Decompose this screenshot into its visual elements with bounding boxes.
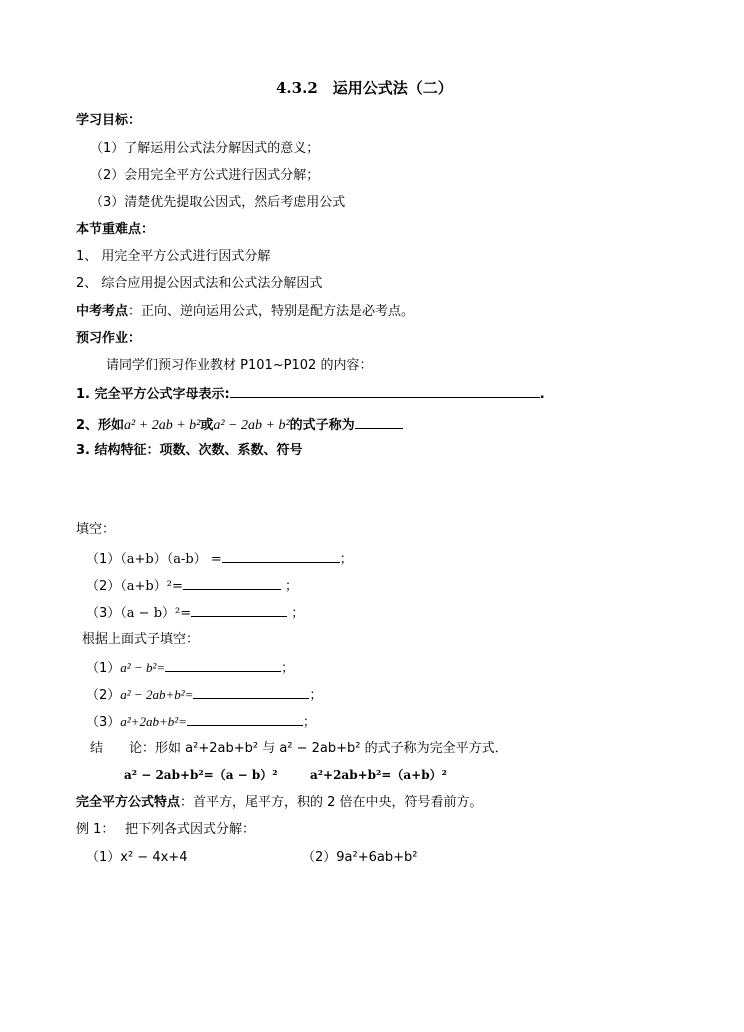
key-point-1: 1、 用完全平方公式进行因式分解	[76, 249, 271, 264]
answer-blank[interactable]	[191, 604, 287, 617]
example-heading: 例 1： 把下列各式因式分解：	[76, 822, 256, 837]
fill-item-1	[86, 550, 353, 568]
example-item-1: （1）x² − 4x+4	[86, 850, 188, 865]
fill2-item-2	[86, 686, 322, 704]
key-points-heading: 本节重难点：	[76, 222, 155, 237]
preview-q2	[76, 416, 403, 434]
fill2-item-expr: a²+2ab+b²=	[120, 714, 187, 729]
answer-blank[interactable]	[187, 713, 303, 726]
fill-item-2	[86, 577, 298, 595]
fill-item-expr: （a − b）²=	[120, 606, 192, 621]
fill2-item-num: （1）	[86, 661, 121, 676]
goals-heading: 学习目标：	[76, 113, 142, 128]
preview-q2-prefix: 2、形如	[76, 418, 125, 433]
answer-blank[interactable]	[222, 550, 340, 563]
preview-q2-suffix: 的式子称为	[289, 418, 355, 433]
conclusion-label: 结 论	[90, 741, 143, 756]
preview-heading: 预习作业：	[76, 331, 142, 346]
fill2-item-end: ；	[281, 661, 295, 676]
formula-difference-square: a² − 2ab+b²=（a − b）²	[124, 768, 278, 782]
fill-item-end: ；	[339, 552, 353, 567]
preview-q1	[76, 385, 545, 403]
fill-item-num: （1）	[86, 552, 121, 567]
goal-item-3: （3）清楚优先提取公因式，然后考虑用公式	[90, 195, 346, 210]
expr-square-sum: a² + 2ab + b²	[124, 418, 201, 433]
exam-text: ：正向、逆向运用公式，特别是配方法是必考点。	[128, 304, 415, 319]
preview-intro: 请同学们预习作业教材 P101~P102 的内容：	[106, 358, 373, 373]
preview-q2-or: 或	[200, 418, 214, 433]
formula-feature	[76, 795, 483, 811]
fill2-item-3	[86, 713, 316, 731]
answer-blank[interactable]	[355, 416, 403, 429]
fill-item-end: ；	[280, 579, 298, 594]
fill2-item-num: （2）	[86, 688, 121, 703]
preview-q3: 3. 结构特征：项数、次数、系数、符号	[76, 443, 303, 458]
fill-item-num: （2）	[86, 579, 121, 594]
answer-blank[interactable]	[230, 385, 540, 398]
fill2-item-end: ；	[309, 688, 323, 703]
fill2-heading: 根据上面式子填空：	[82, 632, 200, 647]
goal-item-1: （1）了解运用公式法分解因式的意义；	[90, 141, 320, 156]
example-item-2: （2）9a²+6ab+b²	[302, 850, 418, 865]
fill2-item-num: （3）	[86, 715, 121, 730]
feature-label: 完全平方公式特点	[76, 795, 181, 810]
answer-blank[interactable]	[165, 659, 281, 672]
answer-blank[interactable]	[183, 577, 281, 590]
fill-item-num: （3）	[86, 606, 121, 621]
key-point-2: 2、 综合应用提公因式法和公式法分解因式	[76, 276, 323, 291]
fill-heading: 填空：	[76, 522, 116, 537]
conclusion-text: ：形如 a²+2ab+b² 与 a² − 2ab+b² 的式子称为完全平方式．	[142, 741, 508, 756]
exam-point	[76, 304, 414, 320]
expr-square-diff: a² − 2ab + b²	[213, 418, 290, 433]
conclusion	[90, 741, 508, 757]
fill2-item-expr: a² − 2ab+b²=	[120, 687, 194, 702]
fill-item-expr: （a+b）（a-b） =	[120, 552, 222, 567]
feature-text: ：首平方，尾平方，积的 2 倍在中央，符号看前方。	[180, 795, 483, 810]
answer-blank[interactable]	[193, 686, 309, 699]
fill2-item-expr: a² − b²=	[120, 660, 166, 675]
fill2-item-1	[86, 659, 294, 677]
fill2-item-end: ；	[302, 715, 316, 730]
fill-item-expr: （a+b）²=	[120, 579, 183, 594]
goal-item-2: （2）会用完全平方公式进行因式分解；	[90, 168, 320, 183]
preview-q1-text: 1. 完全平方公式字母表示:	[76, 387, 230, 402]
formula-sum-square: a²+2ab+b²=（a+b）²	[310, 768, 447, 782]
page-title: 4.3.2 运用公式法（二）	[276, 79, 453, 97]
preview-q1-end: .	[539, 387, 545, 402]
exam-label: 中考考点	[76, 304, 129, 319]
fill-item-end: ；	[287, 606, 305, 621]
fill-item-3	[86, 604, 304, 622]
